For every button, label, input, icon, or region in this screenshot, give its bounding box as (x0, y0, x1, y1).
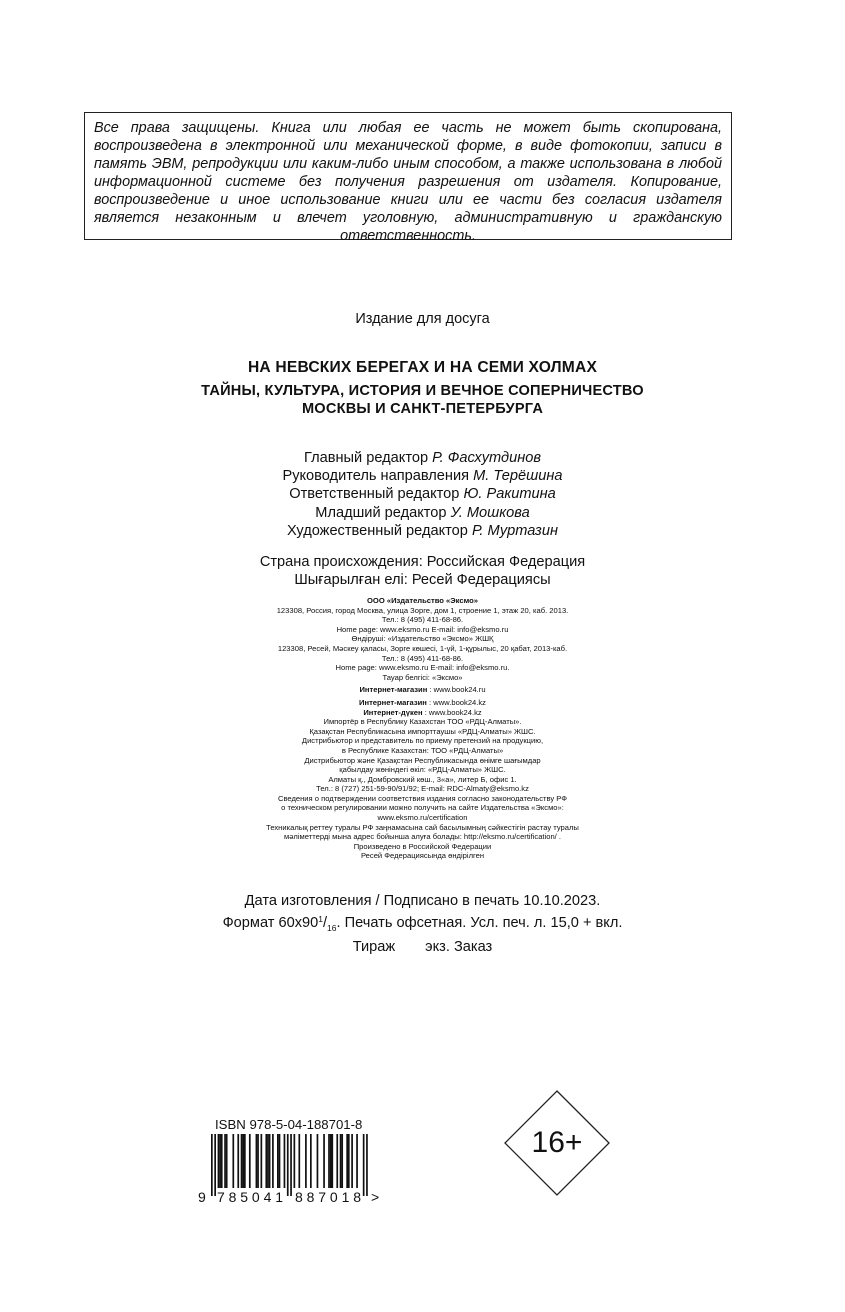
trademark-kz: Тауар белгісі: «Эксмо» (382, 672, 463, 682)
age-rating: 16+ (531, 1126, 583, 1159)
importer-ru: Импортёр в Республику Казахстан ТОО «РДЦ-Алматы». (323, 717, 522, 727)
subtitle-line-1: ТАЙНЫ, КУЛЬТУРА, ИСТОРИЯ И ВЕЧНОЕ СОПЕРНИЧЕСТВО (201, 383, 644, 399)
credit-name: Р. Муртазин (471, 522, 558, 539)
circulation-line (0, 938, 845, 956)
barcode-bar (331, 1134, 333, 1188)
country-of-origin (0, 553, 845, 589)
barcode-digits-right: 887018 (295, 1189, 361, 1204)
distributor-kz-line-1: Дистрибьютор және Қазақстан Республикасында өнімге шағымдар (304, 755, 541, 765)
barcode-bar (244, 1134, 246, 1188)
origin-ru: Страна происхождения: Российская Федерация (259, 554, 586, 570)
importer-kz: Қазақстан Республикасына импорттаушы «РДЦ-Алматы» ЖШС. (309, 726, 536, 736)
barcode-bar (317, 1134, 319, 1188)
credit-role: Руководитель направления (282, 468, 470, 485)
distributor-kz-line-2: қабылдау жөніндегі өкіл: «РДЦ-Алматы» ЖШС. (339, 765, 506, 775)
publisher-web-ru: Home page: www.eksmo.ru E-mail: info@eksmo.ru (336, 624, 509, 634)
online-shop-ru: Интернет-магазин : www.book24.ru (359, 685, 486, 695)
barcode-bar (340, 1134, 342, 1188)
origin-kz: Шығарылған елі: Ресей Федерациясы (294, 572, 551, 589)
barcode-bar (267, 1134, 269, 1188)
barcode-bar (272, 1134, 274, 1188)
isbn-barcode (198, 1134, 383, 1204)
barcode-bar (305, 1134, 307, 1188)
barcode-bar (261, 1134, 263, 1188)
credit-role: Младший редактор (315, 504, 447, 521)
credit-role: Главный редактор (304, 450, 429, 466)
barcode-bar (287, 1134, 289, 1196)
barcode-bar (328, 1134, 330, 1188)
book-title: НА НЕВСКИХ БЕРЕГАХ И НА СЕМИ ХОЛМАХ (247, 359, 598, 376)
barcode-bar (279, 1134, 281, 1188)
barcode-bar (242, 1134, 244, 1188)
credit-name: Ю. Ракитина (463, 486, 556, 503)
manufacture-date: Дата изготовления / Подписано в печать 10.10.2023. (244, 893, 601, 909)
credit-line (0, 522, 845, 540)
credit-role: Художественный редактор (286, 522, 468, 539)
credit-line (0, 504, 845, 522)
barcode-bar (330, 1134, 332, 1188)
barcode-bar (310, 1134, 312, 1188)
barcode-bar (348, 1134, 350, 1188)
credit-line (0, 449, 845, 467)
credit-line (0, 485, 845, 503)
barcode-bar (249, 1134, 251, 1188)
barcode-bar (232, 1134, 234, 1188)
barcode-bar (341, 1134, 343, 1188)
format-line: Формат $60x90^1/_{16}$. Печать офсетная. Усл. печ. л. 15,0 + вкл. (222, 914, 623, 934)
barcode-bar (219, 1134, 221, 1188)
barcode-bar (366, 1134, 368, 1196)
certification-ru-3: www.eksmo.ru/certification (377, 813, 468, 823)
barcode-bar (224, 1134, 226, 1188)
barcode-bar (257, 1134, 259, 1188)
edition-type: Издание для досуга (355, 311, 490, 327)
barcode-bar (221, 1134, 223, 1188)
almaty-address: Алматы қ., Домбровский көш., 3«а», литер Б, офис 1. (328, 774, 517, 784)
barcode-bar (277, 1134, 279, 1188)
barcode-bar (363, 1134, 365, 1196)
barcode-bar (214, 1134, 216, 1196)
print-info (0, 892, 845, 956)
barcode-quiet-zone-arrow: > (371, 1189, 380, 1204)
publisher-fine-print (0, 596, 845, 861)
certification-kz-1: Техникалық реттеу туралы РФ заңнамасына сай басылымның сәйкестігін растау туралы (266, 822, 579, 832)
producer-kz: Өндіруші: «Издательство «Эксмо» ЖШҚ (351, 634, 494, 644)
barcode-bar (290, 1134, 292, 1196)
barcode-bar (218, 1134, 220, 1188)
made-in-ru: Произведено в Российской Федерации (353, 841, 492, 851)
rights-notice-box (84, 112, 732, 244)
book-subtitle (0, 383, 845, 418)
order-label: экз. Заказ (425, 938, 493, 955)
barcode-bar (294, 1134, 296, 1188)
age-rating-badge (504, 1090, 610, 1196)
barcode-bar (351, 1134, 353, 1188)
isbn-label: ISBN 978-5-04-188701-8 (215, 1117, 363, 1132)
barcode-bar (356, 1134, 358, 1188)
credit-role: Ответственный редактор (289, 486, 460, 503)
publisher-address-kz: 123308, Ресей, Мәскеу қаласы, Зорге көшесі, 1-үй, 1-құрылыс, 20 қабат, 2013-каб. (277, 643, 568, 653)
barcode-bar (336, 1134, 338, 1188)
publisher-name: ООО «Издательство «Эксмо» (367, 596, 478, 605)
barcode-bar (226, 1134, 228, 1188)
made-in-kz: Ресей Федерациясында өндірілген (360, 851, 485, 861)
barcode-bar (323, 1134, 325, 1188)
subtitle-line-2: МОСКВЫ И САНКТ-ПЕТЕРБУРГА (301, 400, 544, 417)
barcode-bar (241, 1134, 243, 1188)
credit-name: М. Терёшина (473, 468, 563, 485)
barcode-digits-left: 785041 (217, 1189, 283, 1204)
editorial-credits (0, 449, 845, 540)
barcode-bars (211, 1134, 368, 1196)
barcode-digit-first: 9 (198, 1189, 206, 1204)
credit-name: Р. Фасхутдинов (432, 450, 541, 466)
barcode-bar (298, 1134, 300, 1188)
barcode-bar (269, 1134, 271, 1188)
barcode-bar (237, 1134, 239, 1188)
certification-ru-2: о техническом регулировании можно получить на сайте Издательства «Эксмо»: (281, 803, 564, 813)
publisher-phone-ru: Тел.: 8 (495) 411-68-86. (381, 615, 464, 625)
certification-ru-1: Сведения о подтверждении соответствия издания согласно законодательству РФ (277, 793, 568, 803)
credit-name: У. Мошкова (450, 504, 530, 521)
publisher-phone-kz: Тел.: 8 (495) 411-68-86. (381, 653, 464, 663)
certification-kz-2: мәліметтерді мына адрес бойынша алуға болады: http://eksmo.ru/certification/ . (283, 832, 562, 842)
rights-notice: Все права защищены. Книга или любая ее часть не может быть скопирована, воспроизведена в электронной или механической форме, в виде фотокопии, записи в память ЭВМ, репродукции или каким-либо иным способом, а также использована в любой информационной системе без получения разрешения от издателя. Копирование, воспроизведение и иное использование книги или ее части без согласия издателя является незаконным и влечет уголовную, административную и гражданскую ответственность. (94, 120, 722, 244)
publisher-web-kz: Home page: www.eksmo.ru E-mail: info@eksmo.ru. (335, 663, 510, 673)
distributor-line-1: Дистрибьютор и представитель по приему претензий на продукцию, (301, 736, 544, 746)
almaty-contacts: Тел.: 8 (727) 251-59-90/91/92; E-mail: RDC-Almaty@eksmo.kz (316, 784, 529, 794)
barcode-bar (284, 1134, 286, 1188)
barcode-bar (256, 1134, 258, 1188)
credit-line (0, 467, 845, 485)
barcode-bar (265, 1134, 267, 1188)
barcode-bar (346, 1134, 348, 1188)
circulation-label: Тираж (352, 938, 396, 955)
publisher-address-ru: 123308, Россия, город Москва, улица Зорге, дом 1, строение 1, этаж 20, каб. 2013. (276, 605, 569, 615)
distributor-line-2: в Республике Казахстан: ТОО «РДЦ-Алматы» (341, 745, 504, 755)
barcode-bar (211, 1134, 213, 1196)
online-shop-kz-2: Интернет-дүкен : www.book24.kz (363, 707, 482, 717)
online-shop-kz: Интернет-магазин : www.book24.kz (359, 697, 486, 707)
